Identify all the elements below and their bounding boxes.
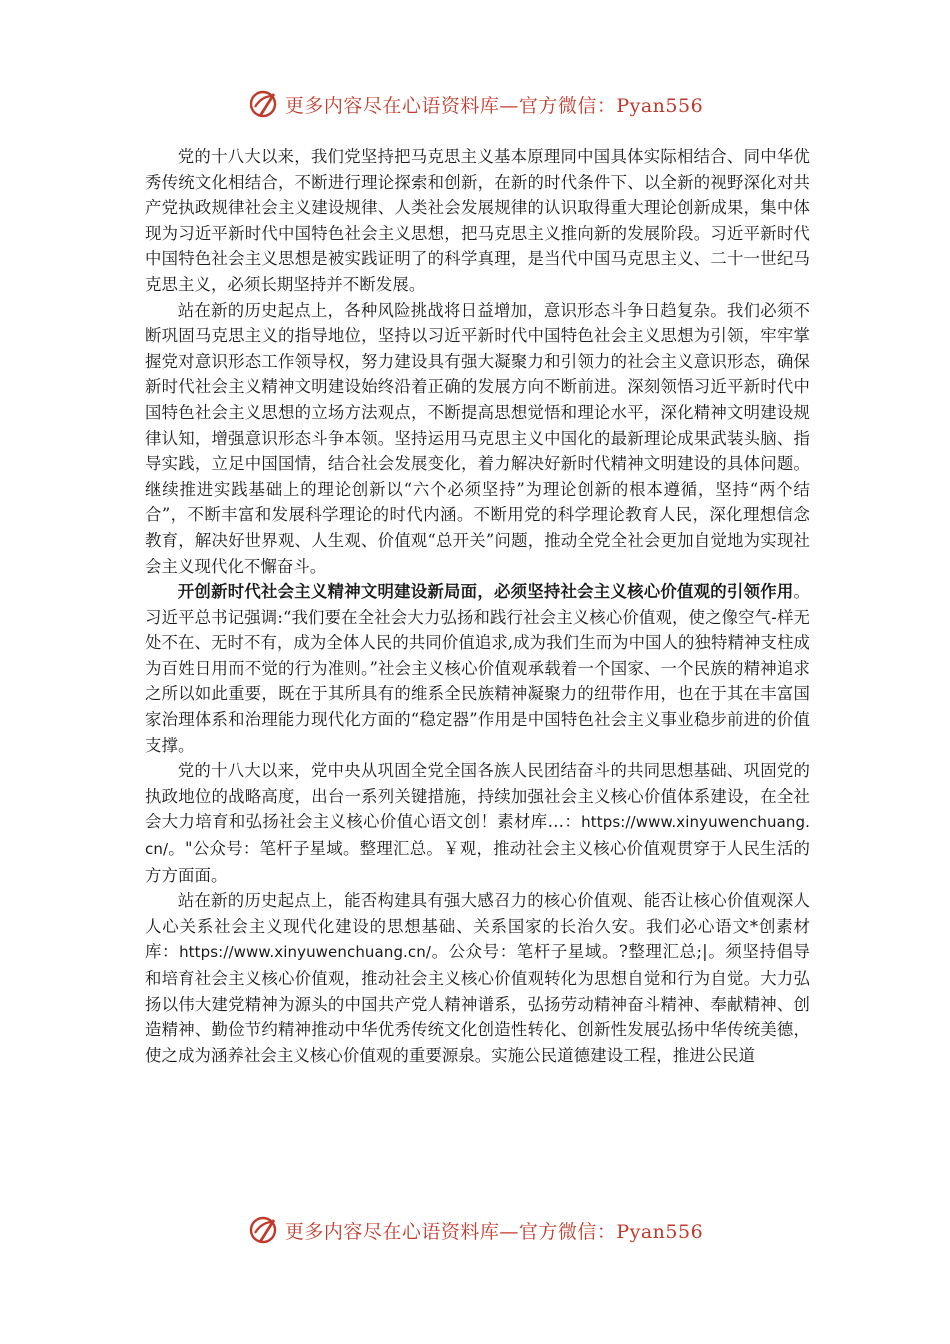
paragraph-4-text-b: 。"公众号：笔杆子星域。整理汇总。￥观，推动社会主义核心价值观贯穿于人民生活的方方面面。 <box>145 839 810 885</box>
header-banner-text: 更多内容尽在心语资料库—官方微信：Pyan556 <box>284 94 704 117</box>
header-banner <box>0 84 950 124</box>
paragraph-5-text-a: 站在新的历史起点上，能否构建具有强大感召力的核心价值观、能否让核心价值观深人人心关系社会主义现代化建设的思想基础、关系国家的长治久安。我们必心语文*创素材库： <box>145 891 810 962</box>
paragraph-4-url[interactable]: https://www.xinyuwenchuang.cn/ <box>145 813 810 859</box>
paragraph-3-text: 。习近平总书记强调:“我们要在全社会大力弘扬和践行社会主义核心价值观，使之像空气-样无处不在、无时不有，成为全体人民的共同价值追求,成为我们生而为中国人的独特精神支柱成为百姓日用而不觉的行为准则。”社会主义核心价值观承载着一个国家、一个民族的精神追求之所以如此重要，既在于其所具有的维系全民族精神凝聚力的纽带作用，也在于其在丰富国家治理体系和治理能力现代化方面的“稳定器”作用是中国特色社会主义事业稳步前进的价值支撑。 <box>145 582 810 755</box>
paragraph-1 <box>145 144 810 298</box>
paragraph-3 <box>145 579 810 758</box>
paragraph-5-url[interactable]: https://www.xinyuwenchuang.cn/ <box>179 943 432 962</box>
paragraph-5 <box>145 888 810 1068</box>
paragraph-2 <box>145 298 810 580</box>
paragraph-4 <box>145 758 810 888</box>
document-body <box>145 144 810 1068</box>
paragraph-5-text-b: 。公众号：笔杆子星域。?整理汇总;|。须坚持倡导和培育社会主义核心价值观，推动社会主义核心价值观转化为思想自觉和行为自觉。大力弘扬以伟大建党精神为源头的中国共产党人精神谱系，弘扬劳动精神奋斗精神、奉献精神、创造精神、勤俭节约精神推动中华优秀传统文化创造性转化、创新性发展弘扬中华传统美德，使之成为涵养社会主义核心价值观的重要源泉。实施公民道德建设工程，推进公民道 <box>145 942 811 1065</box>
footer-banner-text: 更多内容尽在心语资料库—官方微信：Pyan556 <box>284 1220 704 1243</box>
pen-swirl-logo-icon <box>247 87 281 121</box>
paragraph-2-text: 站在新的历史起点上，各种风险挑战将日益增加，意识形态斗争日趋复杂。我们必须不断巩固马克思主义的指导地位，坚持以习近平新时代中国特色社会主义思想为引领，牢牢掌握党对意识形态工作领导权，努力建设具有强大凝聚力和引领力的社会主义意识形态，确保新时代社会主义精神文明建设始终沿着正确的发展方向不断前进。深刻领悟习近平新时代中国特色社会主义思想的立场方法观点，不断提高思想觉悟和理论水平，深化精神文明建设规律认知，增强意识形态斗争本领。坚持运用马克思主义中国化的最新理论成果武装头脑、指导实践，立足中国国情，结合社会发展变化，着力解决好新时代精神文明建设的具体问题。继续推进实践基础上的理论创新以“六个必须坚持”为理论创新的根本遵循，坚持“两个结合”，不断丰富和发展科学理论的时代内涵。不断用党的科学理论教育人民，深化理想信念教育，解决好世界观、人生观、价值观“总开关”问题，推动全党全社会更加自觉地为实现社会主义现代化不懈奋斗。 <box>145 300 810 576</box>
paragraph-3-lead: 开创新时代社会主义精神文明建设新局面，必须坚持社会主义核心价值观的引领作用 <box>177 582 794 602</box>
paragraph-1-text: 党的十八大以来，我们党坚持把马克思主义基本原理同中国具体实际相结合、同中华优秀传统文化相结合，不断进行理论探索和创新，在新的时代条件下、以全新的视野深化对共产党执政规律社会主义建设规律、人类社会发展规律的认识取得重大理论创新成果，集中体现为习近平新时代中国特色社会主义思想，把马克思主义推向新的发展阶段。习近平新时代中国特色社会主义思想是被实践证明了的科学真理，是当代中国马克思主义、二十一世纪马克思主义，必须长期坚持并不断发展。 <box>145 147 810 294</box>
paragraph-4-text-a: 党的十八大以来，党中央从巩固全党全国各族人民团结奋斗的共同思想基础、巩固党的执政地位的战略高度，出台一系列关键措施，持续加强社会主义核心价值体系建设，在全社会大力培育和弘扬社会主义核心价值心语文创！素材库…： <box>145 761 810 832</box>
pen-swirl-logo-icon <box>247 1213 281 1247</box>
footer-banner <box>0 1210 950 1250</box>
